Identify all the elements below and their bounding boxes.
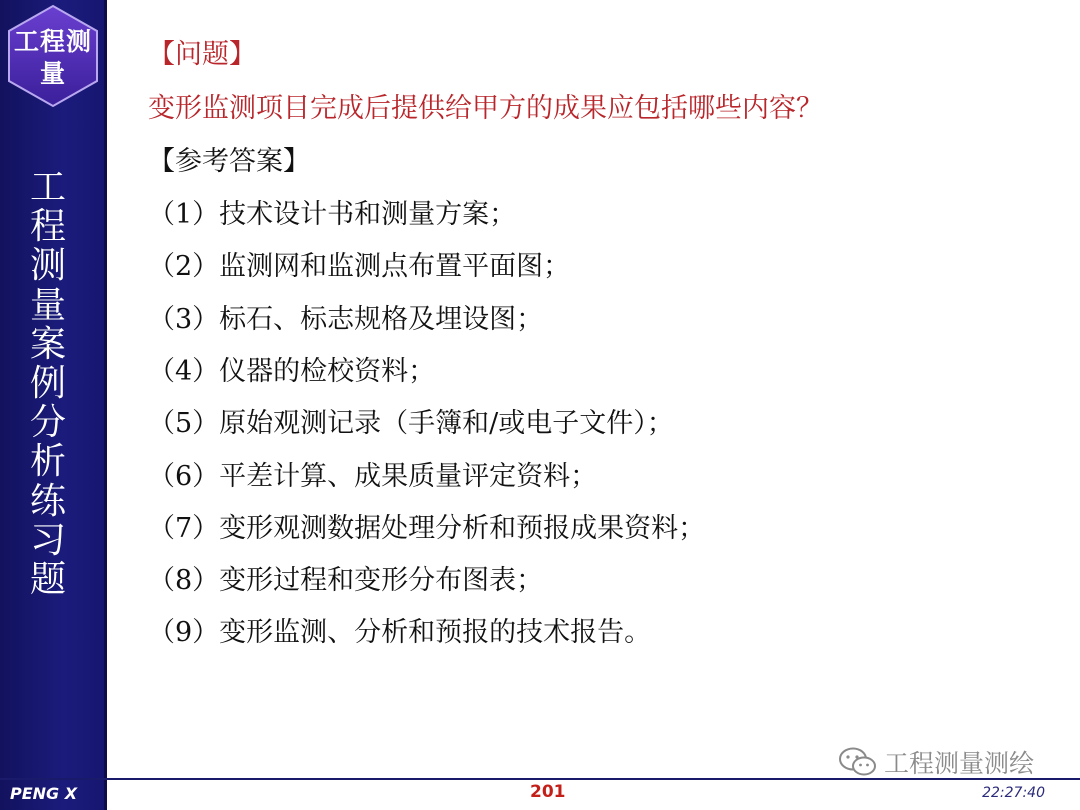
sidebar: [0, 0, 106, 810]
answer-item: （7）变形观测数据处理分析和预报成果资料；: [148, 513, 706, 544]
answer-item: （6）平差计算、成果质量评定资料；: [148, 461, 598, 492]
question-heading: 【问题】: [148, 39, 256, 70]
logo-text: 工程测量: [13, 27, 92, 88]
answer-item: （2）监测网和监测点布置平面图；: [148, 251, 571, 282]
hexagon-logo: [6, 4, 100, 108]
watermark: [838, 744, 1034, 780]
watermark-text: 工程测量测绘: [884, 749, 1035, 778]
clock-time: 22:27:40: [982, 785, 1045, 801]
answer-heading: 【参考答案】: [148, 146, 310, 177]
wechat-icon: [838, 746, 878, 778]
answer-item: （3）标石、标志规格及埋设图；: [148, 304, 544, 335]
answer-item: （1）技术设计书和测量方案；: [148, 199, 517, 230]
question-text: 变形监测项目完成后提供给甲方的成果应包括哪些内容？: [148, 93, 823, 124]
answer-item: （9）变形监测、分析和预报的技术报告。: [148, 617, 652, 648]
sidebar-edge: [104, 0, 107, 810]
answer-item: （8）变形过程和变形分布图表；: [148, 565, 544, 596]
answer-item: （5）原始观测记录（手簿和/或电子文件）；: [148, 408, 674, 439]
vertical-title: 工程测量案例分析练习题: [29, 167, 66, 601]
page-number: 201: [530, 782, 566, 802]
author-label: PENG X: [10, 784, 78, 803]
answer-item: （4）仪器的检校资料；: [148, 356, 436, 387]
